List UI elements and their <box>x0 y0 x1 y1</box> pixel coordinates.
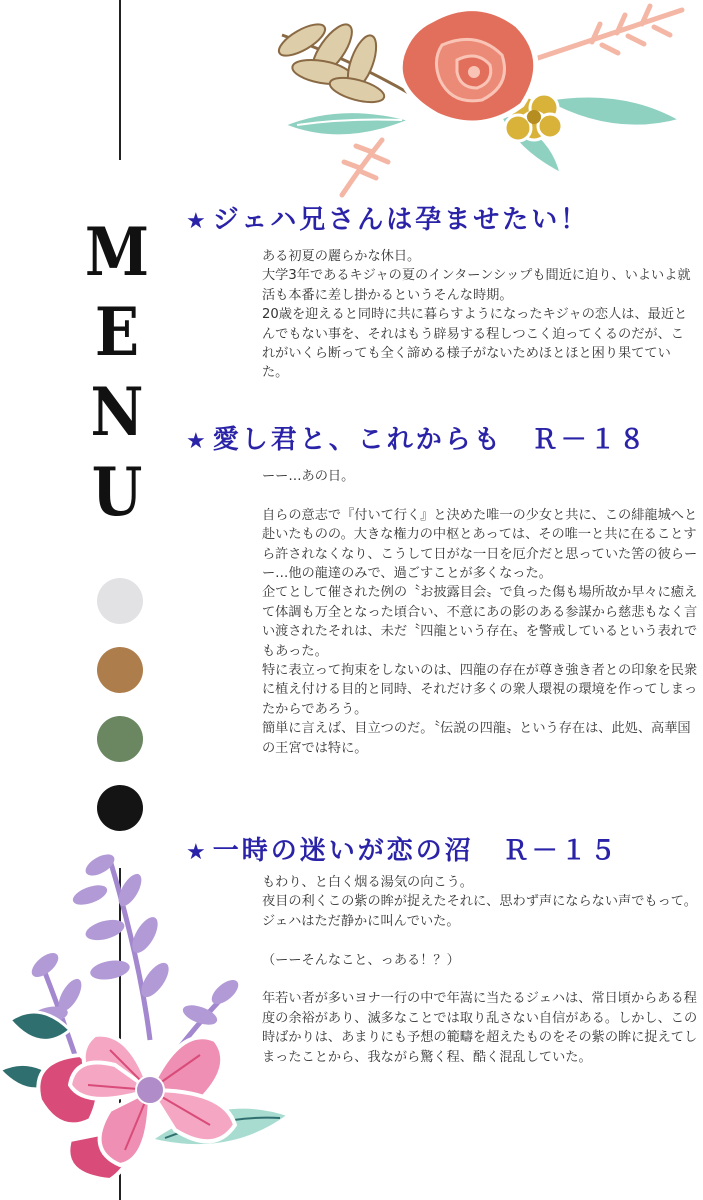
section-body-1 <box>262 247 697 383</box>
section-title-2 <box>186 424 648 458</box>
paragraph <box>262 486 702 505</box>
swatch-brown <box>97 647 143 693</box>
paragraph: 企てとして催された例の〝お披露目会〟で負った傷も場所故か早々に癒えて体調も万全となった頃合い、不意にあの影のある参謀から慈悲もなく言い渡されたそれは、未だ〝四龍という存在〟を警戒しているという表れでもあった。 <box>262 585 698 659</box>
paragraph: 自らの意志で『付いて行く』と決めた唯一の少女と共に、この緋龍城へと赴いたものの。大きな権力の中枢とあっては、その唯一と共に在ることすら許されなくなり、こうして日がな一日を厄介だと思っていた筈の彼らーー…他の龍達のみで、過ごすことが多くなった。 <box>262 507 698 582</box>
teal-leaf-right <box>542 96 682 127</box>
section-body-2 <box>262 467 702 758</box>
menu-letter-e: E <box>94 292 140 372</box>
paragraph: 簡単に言えば、目立つのだ。〝伝説の四龍〟という存在は、此処、高華国の王宮では特に。 <box>262 721 691 756</box>
section-title-text: 一時の迷いが恋の沼 Ｒ－１５ <box>212 836 619 866</box>
paragraph: 特に表立って拘束をしないのは、四龍の存在が尊き強き者との印象を民衆に植え付ける目的と同時、それだけ多くの衆人環視の環境を作ってしまったからであろう。 <box>262 663 698 717</box>
paragraph: ーー…あの日。 <box>262 469 355 484</box>
paragraph: 夜目の利くこの紫の眸が捉えたそれに、思わず声にならない声でもって。ジェハはただ静かに叫んでいた。 <box>262 894 697 929</box>
paragraph: 大学3年であるキジャの夏のインターンシップも間近に迫り、いよいよ就活も本番に差し掛かるというそんな時期。 <box>262 268 691 303</box>
flower-bouquet-bottom-illustration <box>0 840 300 1180</box>
paragraph: （ーーそんなこと、っある！？） <box>262 952 460 968</box>
brown-leaf-branch <box>274 18 412 107</box>
flower-bouquet-top-illustration <box>262 0 703 200</box>
paragraph: 20歳を迎えると同時に共に暮らすようになったキジャの恋人は、最近とんでもない事を、それはもう辟易する程しつこく迫ってくるのだが、これがいくら断っても全く諦める様子がないためほとほと困り果てていた。 <box>262 307 688 381</box>
menu-letter-n: N <box>90 372 144 452</box>
swatch-sage-green <box>97 716 143 762</box>
menu-letter-m: M <box>84 212 150 292</box>
paragraph: もわり、と白く烟る湯気の向こう。 <box>262 875 473 890</box>
paragraph: ある初夏の麗らかな休日。 <box>262 249 421 264</box>
star-icon: ★ <box>186 429 209 454</box>
paragraph <box>262 970 702 989</box>
section-title-text: ジェハ兄さんは孕ませたい！ <box>212 205 590 235</box>
section-title-3 <box>186 835 619 869</box>
section-title-text: 愛し君と、これからも Ｒ－１８ <box>212 425 648 455</box>
paragraph: 年若い者が多いヨナ一行の中で年嵩に当たるジェハは、常日頃からある程度の余裕があり、滅多なことでは取り乱さない自信がある。しかし、この時ばかりは、あまりにも予想の範疇を超えたものをその紫の眸に捉えてしまったことから、我ながら驚く程、酷く混乱していた。 <box>262 991 698 1065</box>
coral-rose <box>400 9 536 123</box>
star-icon: ★ <box>186 840 209 865</box>
menu-heading <box>84 212 150 532</box>
paragraph <box>262 931 702 950</box>
section-title-1 <box>186 204 589 238</box>
swatch-black <box>97 785 143 831</box>
menu-letter-u: U <box>91 452 143 532</box>
star-icon: ★ <box>186 209 209 234</box>
swatch-light-gray <box>97 578 143 624</box>
section-body-3 <box>262 873 702 1067</box>
vertical-rule-top <box>119 0 121 160</box>
